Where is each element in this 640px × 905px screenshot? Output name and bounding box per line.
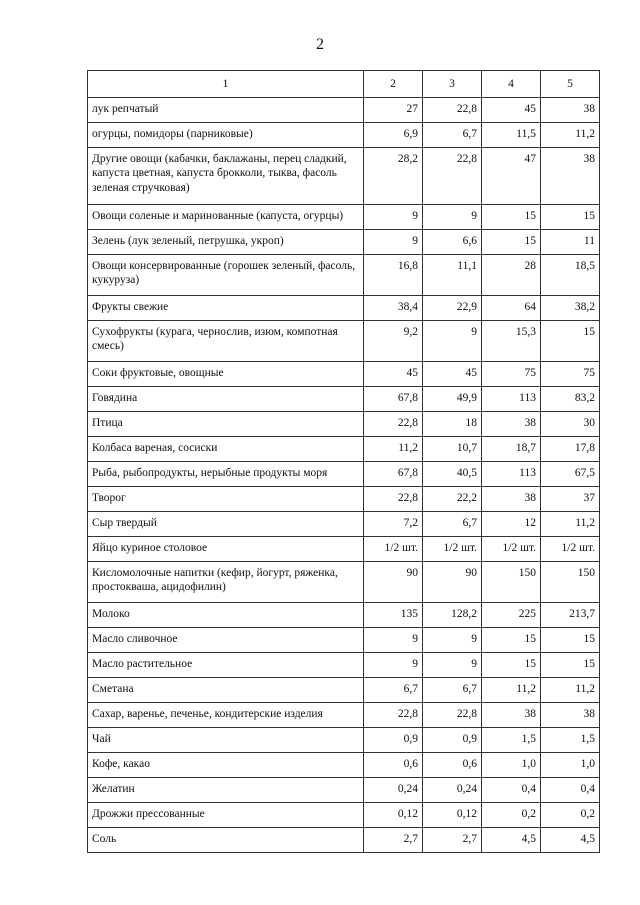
column-header: 2 xyxy=(364,71,423,98)
product-name-cell: Дрожжи прессованные xyxy=(88,803,364,828)
product-name-cell: Сметана xyxy=(88,678,364,703)
product-name-cell: Зелень (лук зеленый, петрушка, укроп) xyxy=(88,230,364,255)
value-cell: 38 xyxy=(541,148,600,205)
value-cell: 225 xyxy=(482,603,541,628)
table-row xyxy=(88,437,600,462)
product-name-cell: Овощи соленые и маринованные (капуста, огурцы) xyxy=(88,205,364,230)
value-cell: 15 xyxy=(482,230,541,255)
value-cell: 15,3 xyxy=(482,321,541,362)
table-row xyxy=(88,537,600,562)
value-cell: 0,9 xyxy=(364,728,423,753)
value-cell: 38,4 xyxy=(364,296,423,321)
value-cell: 22,8 xyxy=(364,412,423,437)
value-cell: 22,8 xyxy=(423,703,482,728)
table-row xyxy=(88,412,600,437)
food-norms-table xyxy=(87,70,600,853)
product-name-cell: Овощи консервированные (горошек зеленый, фасоль, кукуруза) xyxy=(88,255,364,296)
value-cell: 45 xyxy=(482,98,541,123)
value-cell: 15 xyxy=(482,205,541,230)
table-row xyxy=(88,230,600,255)
value-cell: 2,7 xyxy=(423,828,482,853)
value-cell: 64 xyxy=(482,296,541,321)
product-name-cell: Кисломолочные напитки (кефир, йогурт, ряженка, простокваша, ацидофилин) xyxy=(88,562,364,603)
table-row xyxy=(88,296,600,321)
value-cell: 1/2 шт. xyxy=(364,537,423,562)
value-cell: 11,2 xyxy=(541,123,600,148)
product-name-cell: лук репчатый xyxy=(88,98,364,123)
value-cell: 135 xyxy=(364,603,423,628)
product-name-cell: Говядина xyxy=(88,387,364,412)
value-cell: 75 xyxy=(482,362,541,387)
value-cell: 113 xyxy=(482,462,541,487)
product-name-cell: Чай xyxy=(88,728,364,753)
product-name-cell: Сухофрукты (курага, чернослив, изюм, компотная смесь) xyxy=(88,321,364,362)
table-row xyxy=(88,803,600,828)
value-cell: 45 xyxy=(364,362,423,387)
value-cell: 15 xyxy=(482,628,541,653)
value-cell: 22,9 xyxy=(423,296,482,321)
value-cell: 0,4 xyxy=(541,778,600,803)
table-body xyxy=(88,98,600,853)
value-cell: 67,5 xyxy=(541,462,600,487)
value-cell: 49,9 xyxy=(423,387,482,412)
table-row xyxy=(88,205,600,230)
value-cell: 150 xyxy=(541,562,600,603)
table-row xyxy=(88,828,600,853)
value-cell: 7,2 xyxy=(364,512,423,537)
value-cell: 22,8 xyxy=(423,98,482,123)
value-cell: 90 xyxy=(423,562,482,603)
table-row xyxy=(88,512,600,537)
value-cell: 38 xyxy=(482,487,541,512)
value-cell: 37 xyxy=(541,487,600,512)
product-name-cell: Рыба, рыбопродукты, нерыбные продукты моря xyxy=(88,462,364,487)
value-cell: 83,2 xyxy=(541,387,600,412)
product-name-cell: Птица xyxy=(88,412,364,437)
column-header: 4 xyxy=(482,71,541,98)
value-cell: 9 xyxy=(364,205,423,230)
value-cell: 128,2 xyxy=(423,603,482,628)
value-cell: 38 xyxy=(541,98,600,123)
value-cell: 1/2 шт. xyxy=(423,537,482,562)
value-cell: 213,7 xyxy=(541,603,600,628)
value-cell: 38,2 xyxy=(541,296,600,321)
value-cell: 2,7 xyxy=(364,828,423,853)
value-cell: 15 xyxy=(541,628,600,653)
value-cell: 6,7 xyxy=(423,512,482,537)
table-row xyxy=(88,778,600,803)
value-cell: 9 xyxy=(423,205,482,230)
value-cell: 17,8 xyxy=(541,437,600,462)
value-cell: 6,7 xyxy=(364,678,423,703)
value-cell: 0,24 xyxy=(423,778,482,803)
value-cell: 1,0 xyxy=(482,753,541,778)
value-cell: 11,2 xyxy=(364,437,423,462)
table-row xyxy=(88,487,600,512)
product-name-cell: Творог xyxy=(88,487,364,512)
product-name-cell: Сыр твердый xyxy=(88,512,364,537)
value-cell: 9 xyxy=(364,653,423,678)
column-header: 1 xyxy=(88,71,364,98)
value-cell: 0,12 xyxy=(423,803,482,828)
value-cell: 0,9 xyxy=(423,728,482,753)
value-cell: 11,2 xyxy=(541,678,600,703)
value-cell: 30 xyxy=(541,412,600,437)
value-cell: 47 xyxy=(482,148,541,205)
column-header: 3 xyxy=(423,71,482,98)
value-cell: 0,12 xyxy=(364,803,423,828)
value-cell: 0,6 xyxy=(423,753,482,778)
value-cell: 18,7 xyxy=(482,437,541,462)
value-cell: 0,4 xyxy=(482,778,541,803)
value-cell: 1/2 шт. xyxy=(541,537,600,562)
table-row xyxy=(88,728,600,753)
value-cell: 15 xyxy=(541,205,600,230)
table-row xyxy=(88,603,600,628)
value-cell: 9 xyxy=(364,230,423,255)
value-cell: 0,2 xyxy=(482,803,541,828)
product-name-cell: Молоко xyxy=(88,603,364,628)
value-cell: 38 xyxy=(541,703,600,728)
product-name-cell: огурцы, помидоры (парниковые) xyxy=(88,123,364,148)
value-cell: 75 xyxy=(541,362,600,387)
value-cell: 1,5 xyxy=(541,728,600,753)
value-cell: 18 xyxy=(423,412,482,437)
value-cell: 9 xyxy=(364,628,423,653)
table-row xyxy=(88,123,600,148)
value-cell: 45 xyxy=(423,362,482,387)
value-cell: 12 xyxy=(482,512,541,537)
table-row xyxy=(88,703,600,728)
value-cell: 1,0 xyxy=(541,753,600,778)
value-cell: 9 xyxy=(423,653,482,678)
value-cell: 11 xyxy=(541,230,600,255)
value-cell: 0,6 xyxy=(364,753,423,778)
value-cell: 40,5 xyxy=(423,462,482,487)
value-cell: 11,5 xyxy=(482,123,541,148)
value-cell: 38 xyxy=(482,703,541,728)
value-cell: 6,7 xyxy=(423,123,482,148)
table-row xyxy=(88,562,600,603)
table-row xyxy=(88,387,600,412)
value-cell: 15 xyxy=(541,321,600,362)
value-cell: 22,8 xyxy=(423,148,482,205)
column-header: 5 xyxy=(541,71,600,98)
value-cell: 28 xyxy=(482,255,541,296)
table-header-row xyxy=(88,71,600,98)
table-row xyxy=(88,148,600,205)
product-name-cell: Колбаса вареная, сосиски xyxy=(88,437,364,462)
value-cell: 0,24 xyxy=(364,778,423,803)
table-row xyxy=(88,362,600,387)
value-cell: 9,2 xyxy=(364,321,423,362)
value-cell: 150 xyxy=(482,562,541,603)
value-cell: 1/2 шт. xyxy=(482,537,541,562)
table-row xyxy=(88,653,600,678)
value-cell: 22,8 xyxy=(364,703,423,728)
value-cell: 1,5 xyxy=(482,728,541,753)
value-cell: 113 xyxy=(482,387,541,412)
product-name-cell: Кофе, какао xyxy=(88,753,364,778)
product-name-cell: Масло растительное xyxy=(88,653,364,678)
value-cell: 11,2 xyxy=(482,678,541,703)
value-cell: 38 xyxy=(482,412,541,437)
product-name-cell: Масло сливочное xyxy=(88,628,364,653)
value-cell: 4,5 xyxy=(482,828,541,853)
table-row xyxy=(88,678,600,703)
value-cell: 0,2 xyxy=(541,803,600,828)
value-cell: 18,5 xyxy=(541,255,600,296)
table-row xyxy=(88,255,600,296)
page-number: 2 xyxy=(316,36,324,53)
product-name-cell: Желатин xyxy=(88,778,364,803)
value-cell: 22,8 xyxy=(364,487,423,512)
value-cell: 15 xyxy=(482,653,541,678)
value-cell: 22,2 xyxy=(423,487,482,512)
value-cell: 27 xyxy=(364,98,423,123)
table-row xyxy=(88,98,600,123)
value-cell: 9 xyxy=(423,321,482,362)
table-row xyxy=(88,628,600,653)
product-name-cell: Фрукты свежие xyxy=(88,296,364,321)
value-cell: 28,2 xyxy=(364,148,423,205)
value-cell: 6,7 xyxy=(423,678,482,703)
value-cell: 16,8 xyxy=(364,255,423,296)
value-cell: 67,8 xyxy=(364,462,423,487)
value-cell: 9 xyxy=(423,628,482,653)
product-name-cell: Другие овощи (кабачки, баклажаны, перец сладкий, капуста цветная, капуста брокколи, тыква, фасоль зеленая стручковая) xyxy=(88,148,364,205)
table-row xyxy=(88,753,600,778)
product-name-cell: Яйцо куриное столовое xyxy=(88,537,364,562)
table-row xyxy=(88,462,600,487)
value-cell: 11,1 xyxy=(423,255,482,296)
value-cell: 4,5 xyxy=(541,828,600,853)
value-cell: 11,2 xyxy=(541,512,600,537)
value-cell: 15 xyxy=(541,653,600,678)
table-row xyxy=(88,321,600,362)
product-name-cell: Соки фруктовые, овощные xyxy=(88,362,364,387)
product-name-cell: Сахар, варенье, печенье, кондитерские изделия xyxy=(88,703,364,728)
product-name-cell: Соль xyxy=(88,828,364,853)
value-cell: 10,7 xyxy=(423,437,482,462)
value-cell: 67,8 xyxy=(364,387,423,412)
value-cell: 90 xyxy=(364,562,423,603)
value-cell: 6,6 xyxy=(423,230,482,255)
value-cell: 6,9 xyxy=(364,123,423,148)
